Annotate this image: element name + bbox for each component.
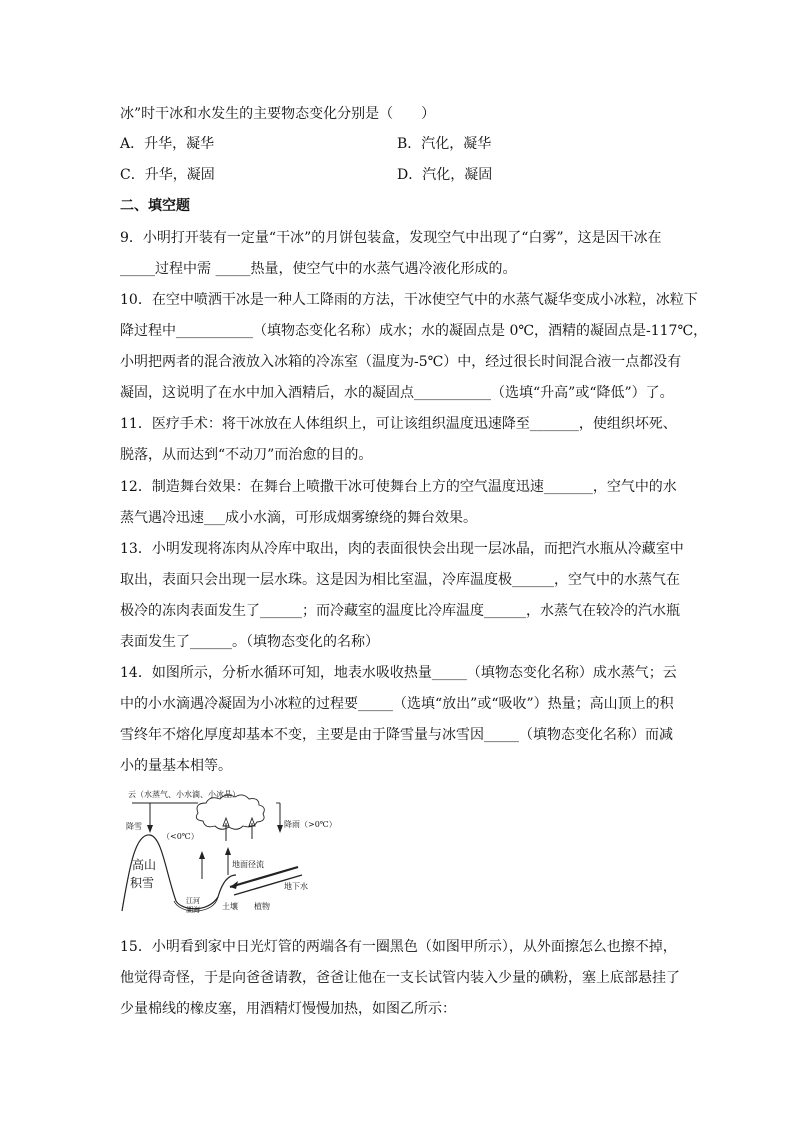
q9-line-2: _____过程中需 _____热量，使空气中的水蒸气遇冷液化形成的。 <box>120 261 517 277</box>
q11-line-2: 脱落，从而达到“不动刀”而治愈的目的。 <box>120 447 373 463</box>
mountain-label-2: 积雪 <box>130 876 155 890</box>
q14-line-4: 小的量基本相等。 <box>120 758 232 774</box>
q9-line-1: 9．小明打开装有一定量“干冰”的月饼包装盒，发现空气中出现了“白雾”，这是因干冰在 <box>120 230 662 246</box>
cloud-label: 云（水蒸气、小水滴、小冰晶） <box>128 790 240 799</box>
q8-stem-tail: 冰”时干冰和水发生的主要物态变化分别是（ ） <box>120 106 436 122</box>
runoff-arrow-head <box>230 881 238 889</box>
q10-line-1: 10．在空中喷洒干冰是一种人工降雨的方法，干冰使空气中的水蒸气凝华变成小冰粒，冰粒下 <box>120 292 698 308</box>
rain-fall-label: 降雨（>0℃） <box>284 820 337 829</box>
q10-line-4: 凝固，这说明了在水中加入酒精后，水的凝固点___________（选填“升高”或“降低”）了。 <box>120 385 674 401</box>
evap-arrow-4-head <box>225 847 231 855</box>
q15-line-1: 15．小明看到家中日光灯管的两端各有一圈黑色（如图甲所示），从外面擦怎么也擦不掉， <box>120 939 677 955</box>
terrain-outline <box>122 835 236 911</box>
q14-line-2: 中的小水滴遇冷凝固为小冰粒的过程要_____（选填“放出”或“吸收”）热量；高山顶上的积 <box>120 696 674 712</box>
lake-label-1: 江河 <box>186 897 200 905</box>
plants-label: 植物 <box>254 902 270 911</box>
snow-arrow-head <box>147 825 153 833</box>
q10-line-2: 降过程中___________（填物态变化名称）成水；水的凝固点是 0℃，酒精的凝固点是-117℃， <box>120 323 708 339</box>
q13-line-3: 极冷的冻肉表面发生了______；而冷藏室的温度比冷库温度______，水蒸气在较冷的汽水瓶 <box>120 603 680 619</box>
q12-line-1: 12．制造舞台效果：在舞台上喷撒干冰可使舞台上方的空气温度迅速_______，空气中的水 <box>120 479 677 495</box>
evap-arrow-3-head <box>199 851 205 859</box>
q13-line-2: 取出，表面只会出现一层水珠。这是因为相比室温，冷库温度极______，空气中的水蒸气在 <box>120 572 680 588</box>
q14-line-3: 雪终年不熔化厚度却基本不变，主要是由于降雪量与冰雪因_____（填物态变化名称）而减 <box>120 727 673 743</box>
rain-arrow-head <box>277 825 283 833</box>
groundwater-label: 地下水 <box>284 882 308 891</box>
q13-line-4: 表面发生了______。（填物态变化的名称） <box>120 634 379 650</box>
q14-line-1: 14．如图所示，分析水循环可知，地表水吸收热量_____（填物态变化名称）成水蒸气；云 <box>120 665 677 681</box>
q8-option-d: D．汽化，凝固 <box>397 167 493 183</box>
q15-line-2: 他觉得奇怪，于是向爸爸请教，爸爸让他在一支长试管内装入少量的碘粉，塞上底部悬挂了 <box>120 970 680 986</box>
q10-line-3: 小明把两者的混合液放入冰箱的冷冻室（温度为-5℃）中，经过很长时间混合液一点都没有 <box>120 354 682 370</box>
q8-option-c: C．升华，凝固 <box>120 167 215 183</box>
water-cycle-diagram <box>118 783 350 919</box>
runoff-label: 地面径流 <box>232 860 264 869</box>
q8-option-b: B．汽化，凝华 <box>397 136 492 152</box>
q8-option-a: A．升华，凝华 <box>120 136 215 152</box>
below-zero-label: （<0℃） <box>162 832 199 841</box>
snow-fall-label: 降雪 <box>126 822 142 831</box>
q15-line-3: 少量棉线的橡皮塞，用酒精灯慢慢加热，如图乙所示： <box>120 1001 456 1017</box>
soil-label: 土壤 <box>222 902 238 911</box>
lake-label-2: 湖海 <box>186 906 200 914</box>
q13-line-1: 13．小明发现将冻肉从冷库中取出，肉的表面很快会出现一层冰晶，而把汽水瓶从冷藏室中 <box>120 541 684 557</box>
q11-line-1: 11．医疗手术：将干冰放在人体组织上，可让该组织温度迅速降至_______，使组织坏死、 <box>120 416 677 432</box>
q12-line-2: 蒸气遇冷迅速___成小水滴，可形成烟雾缭绕的舞台效果。 <box>120 510 477 526</box>
mountain-label-1: 高山 <box>132 858 157 872</box>
section-title: 二、填空题 <box>120 198 190 214</box>
